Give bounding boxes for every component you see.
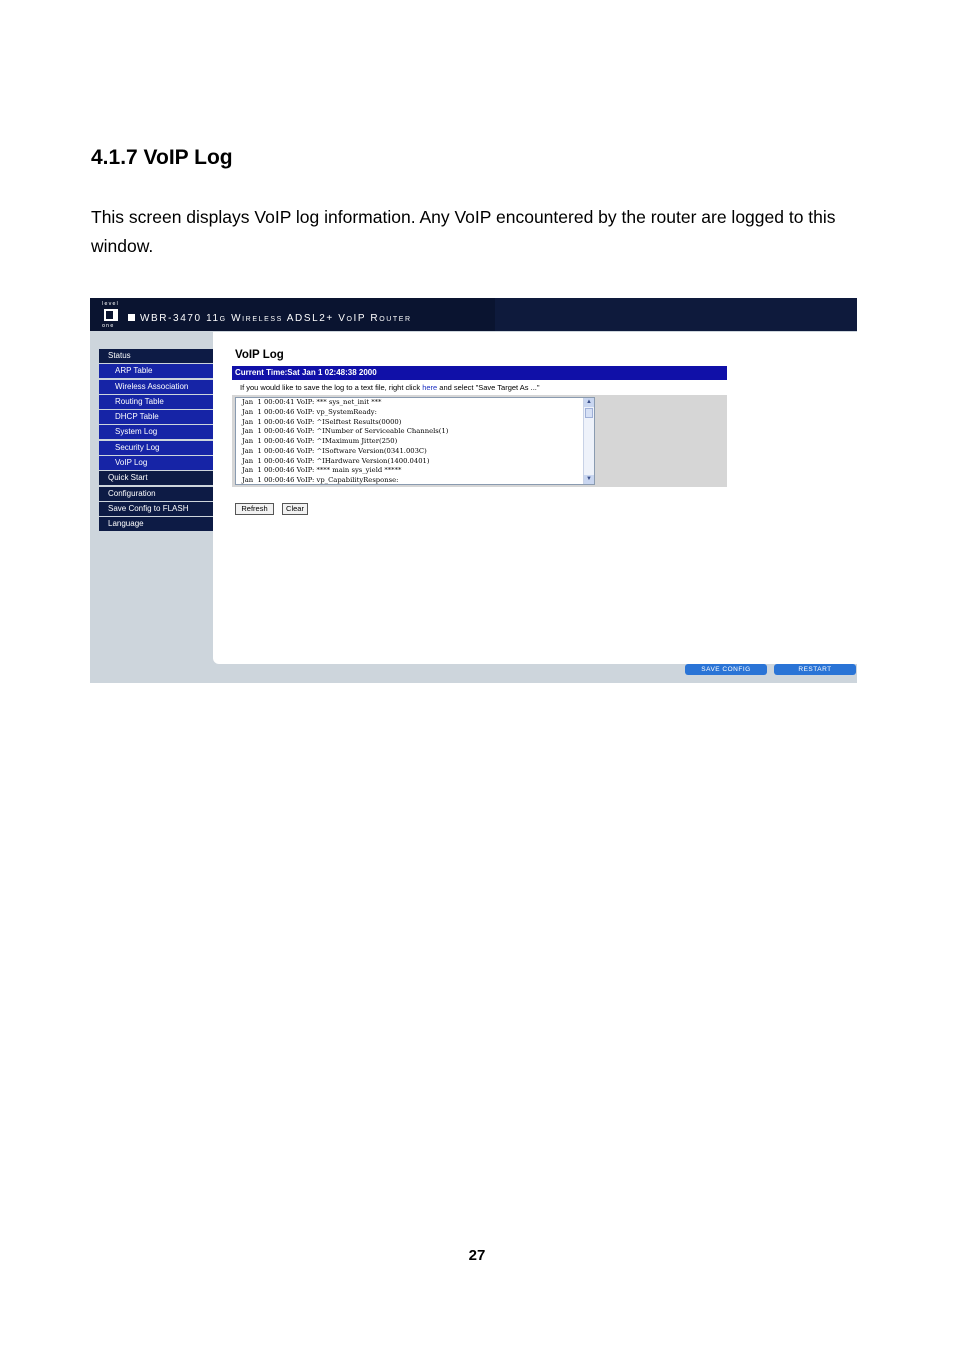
log-line: Jan 1 00:00:41 VoIP: *** sys_net_init *** <box>242 398 382 406</box>
refresh-button[interactable]: Refresh <box>235 503 274 515</box>
banner-title <box>128 313 412 324</box>
sidebar-item-save-config-to-flash[interactable]: Save Config to FLASH <box>99 502 213 516</box>
content-title: VoIP Log <box>235 349 284 361</box>
section-title: 4.1.7 VoIP Log <box>91 146 233 169</box>
intro-paragraph: This screen displays VoIP log information. Any VoIP encountered by the router are logged to this window. <box>91 207 836 256</box>
sidebar-item-wireless-association[interactable]: Wireless Association <box>99 380 213 394</box>
router-ui-screenshot <box>90 298 857 683</box>
sidebar-item-dhcp-table[interactable]: DHCP Table <box>99 410 213 424</box>
logo-text-top: level <box>102 301 119 307</box>
banner-stripe <box>495 298 857 331</box>
hint-suffix: and select "Save Target As ..." <box>439 383 540 392</box>
restart-button[interactable]: RESTART <box>774 664 856 675</box>
log-line: Jan 1 00:00:46 VoIP: **** main sys_yield ***** <box>242 466 402 475</box>
log-textarea[interactable] <box>235 397 595 485</box>
square-bullet-icon <box>128 314 135 321</box>
save-log-hint <box>240 383 540 392</box>
sidebar-item-status[interactable]: Status <box>99 349 213 363</box>
sidebar-item-arp-table[interactable]: ARP Table <box>99 364 213 378</box>
log-line: Jan 1 00:00:46 VoIP: ^ISoftware Version(0341.003C) <box>242 446 427 455</box>
sidebar-item-system-log[interactable]: System Log <box>99 425 213 439</box>
hint-prefix: If you would like to save the log to a text file, right click <box>240 383 421 392</box>
log-line: Jan 1 00:00:46 VoIP: ^IHardware Version(1400.0401) <box>242 456 430 465</box>
sidebar-item-language[interactable]: Language <box>99 517 213 531</box>
log-line: Jan 1 00:00:46 VoIP: ^ISelftest Results(0000) <box>242 417 402 426</box>
sidebar-item-configuration[interactable]: Configuration <box>99 487 213 501</box>
clear-button[interactable]: Clear <box>282 503 308 515</box>
save-config-button[interactable]: SAVE CONFIG <box>685 664 767 675</box>
scroll-thumb[interactable] <box>585 408 593 418</box>
header-banner <box>90 298 857 331</box>
logo-mark-icon <box>104 309 118 321</box>
log-lines <box>242 398 448 485</box>
log-line: Jan 1 00:00:46 VoIP: vp_CapabilityResponse: <box>242 476 399 484</box>
logo-text-bottom: one <box>102 323 115 329</box>
sidebar-item-voip-log[interactable]: VoIP Log <box>99 456 213 470</box>
save-log-link[interactable]: here <box>422 383 438 392</box>
sidebar-item-routing-table[interactable]: Routing Table <box>99 395 213 409</box>
log-panel <box>232 395 727 487</box>
page-number: 27 <box>468 1247 486 1264</box>
sidebar-item-quick-start[interactable]: Quick Start <box>99 471 213 485</box>
log-line: Jan 1 00:00:46 VoIP: ^INumber of Serviceable Channels(1) <box>242 427 449 436</box>
banner-title-text: WBR-3470 11g Wireless ADSL2+ VoIP Router <box>140 313 412 324</box>
log-line: Jan 1 00:00:46 VoIP: vp_SystemReady: <box>242 407 377 416</box>
scroll-down-icon[interactable]: ▼ <box>584 475 594 484</box>
content-panel <box>213 332 857 664</box>
levelone-logo <box>102 301 124 329</box>
log-line: Jan 1 00:00:46 VoIP: ^IMaximum Jitter(250) <box>242 437 398 445</box>
sidebar-item-security-log[interactable]: Security Log <box>99 441 213 455</box>
scroll-up-icon[interactable]: ▲ <box>584 398 594 407</box>
current-time-bar: Current Time:Sat Jan 1 02:48:38 2000 <box>232 366 727 380</box>
log-scrollbar[interactable] <box>583 398 594 484</box>
sidebar-nav <box>99 349 213 533</box>
